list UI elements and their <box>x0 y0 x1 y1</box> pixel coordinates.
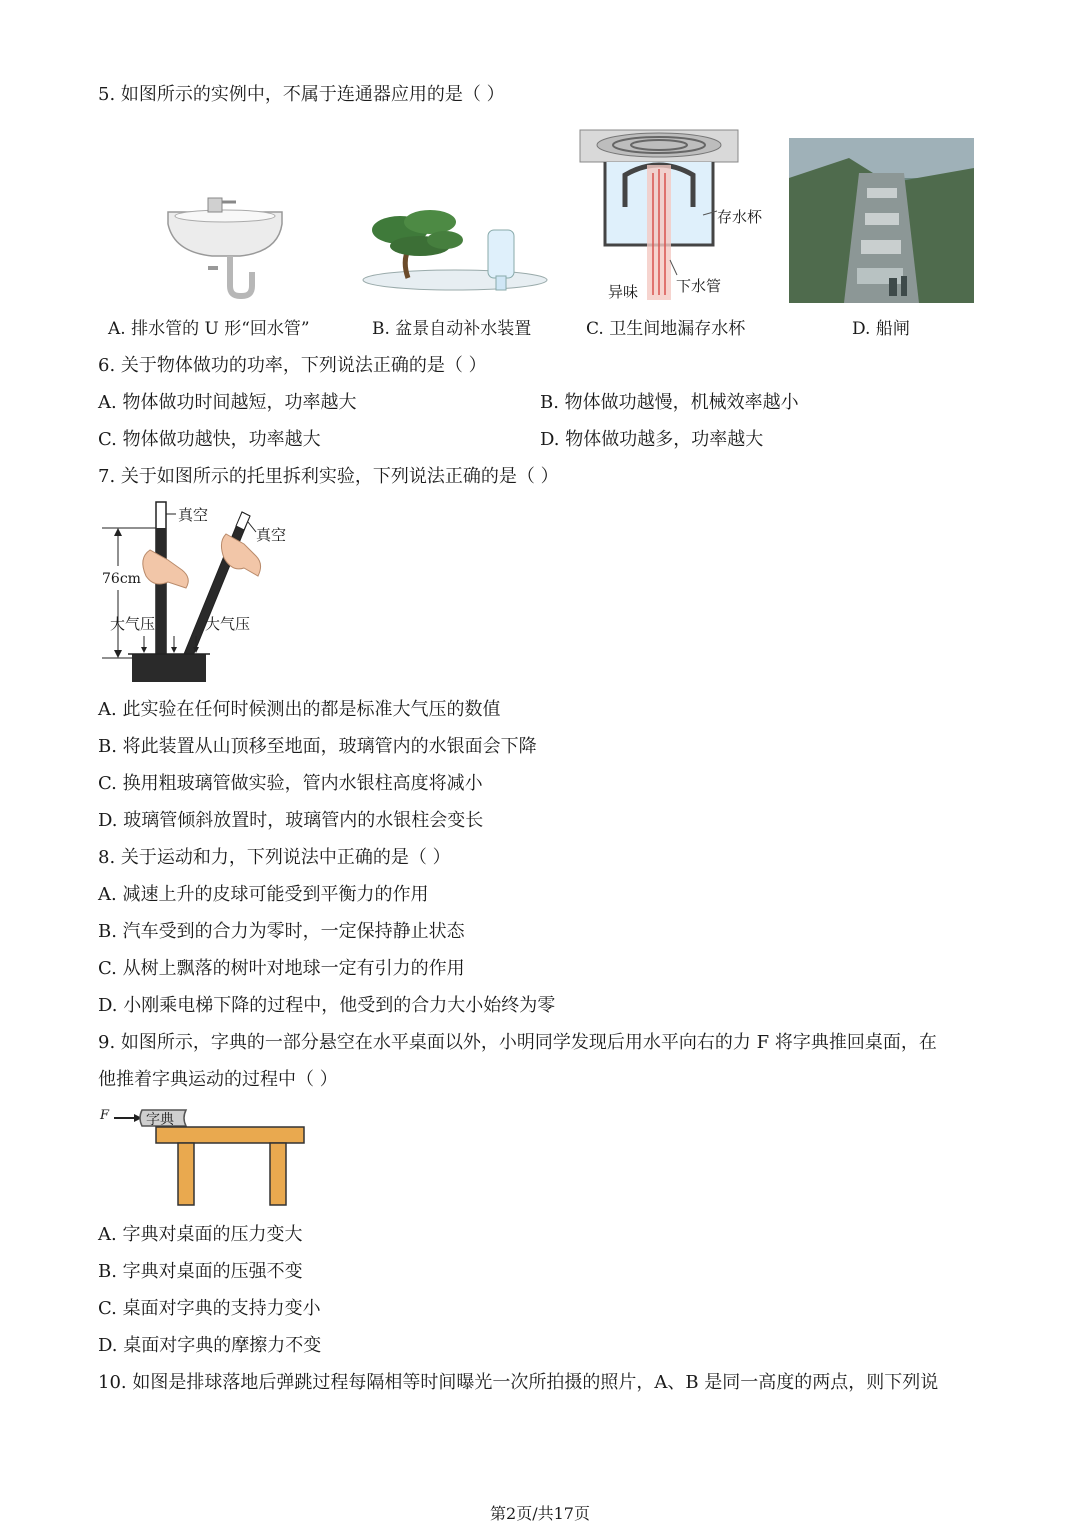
q9-stem-line2: 他推着字典运动的过程中（ ） <box>98 1069 338 1090</box>
page-footer: 第2页/共17页 <box>490 1504 590 1523</box>
q7-stem: 7. 关于如图所示的托里拆利实验，下列说法正确的是（ ） <box>98 466 559 487</box>
q8-option-c: C. 从树上飘落的树叶对地球一定有引力的作用 <box>98 958 465 979</box>
q9-option-b: B. 字典对桌面的压强不变 <box>98 1261 303 1282</box>
q8-option-b: B. 汽车受到的合力为零时，一定保持静止状态 <box>98 921 465 942</box>
q7-option-b: B. 将此装置从山顶移至地面，玻璃管内的水银面会下降 <box>98 736 537 757</box>
q5-caption-c: C. 卫生间地漏存水杯 <box>586 319 746 339</box>
dictionary-table-figure <box>98 1104 310 1210</box>
q8-option-d: D. 小刚乘电梯下降的过程中，他受到的合力大小始终为零 <box>98 995 556 1016</box>
q5-stem: 5. 如图所示的实例中，不属于连通器应用的是（ ） <box>98 84 505 105</box>
bonsai-figure <box>360 200 555 300</box>
q5-caption-b: B. 盆景自动补水装置 <box>372 319 532 339</box>
q9-option-d: D. 桌面对字典的摩擦力不变 <box>98 1335 322 1356</box>
q6-option-b: B. 物体做功越慢，机械效率越小 <box>540 392 799 413</box>
atm-label-2: 大气压 <box>205 615 251 633</box>
q7-option-c: C. 换用粗玻璃管做实验，管内水银柱高度将减小 <box>98 773 483 794</box>
q8-option-a: A. 减速上升的皮球可能受到平衡力的作用 <box>98 884 429 905</box>
book-label: 字典 <box>146 1112 174 1128</box>
q6-option-a: A. 物体做功时间越短，功率越大 <box>98 392 357 413</box>
q9-stem-line1: 9. 如图所示，字典的一部分悬空在水平桌面以外，小明同学发现后用水平向右的力 F 将字典推回桌面，在 <box>98 1032 937 1053</box>
ship-lock-photo <box>789 138 974 303</box>
q6-stem: 6. 关于物体做功的功率，下列说法正确的是（ ） <box>98 355 487 376</box>
pipe-label: 下水管 <box>676 277 722 295</box>
vacuum-label-2: 真空 <box>256 526 287 544</box>
q10-stem: 10. 如图是排球落地后弹跳过程每隔相等时间曝光一次所拍摄的照片，A、B 是同一高度的两点，则下列说 <box>98 1372 939 1393</box>
vacuum-label-1: 真空 <box>178 506 209 524</box>
q5-caption-d: D. 船闸 <box>852 319 910 339</box>
height-label: 76cm <box>102 571 141 587</box>
q5-caption-a: A. 排水管的 U 形“回水管” <box>108 319 310 339</box>
q6-option-d: D. 物体做功越多，功率越大 <box>540 429 764 450</box>
q9-option-a: A. 字典对桌面的压力变大 <box>98 1224 303 1245</box>
q7-option-d: D. 玻璃管倾斜放置时，玻璃管内的水银柱会变长 <box>98 810 484 831</box>
q8-stem: 8. 关于运动和力，下列说法中正确的是（ ） <box>98 847 451 868</box>
atm-label-1: 大气压 <box>110 615 156 633</box>
smell-label: 异味 <box>608 283 639 301</box>
q7-option-a: A. 此实验在任何时候测出的都是标准大气压的数值 <box>98 699 501 720</box>
sink-figure <box>160 190 290 300</box>
cup-label: 存水杯 <box>717 208 763 226</box>
q6-option-c: C. 物体做功越快，功率越大 <box>98 429 321 450</box>
force-label: F <box>100 1108 110 1123</box>
q9-option-c: C. 桌面对字典的支持力变小 <box>98 1298 321 1319</box>
